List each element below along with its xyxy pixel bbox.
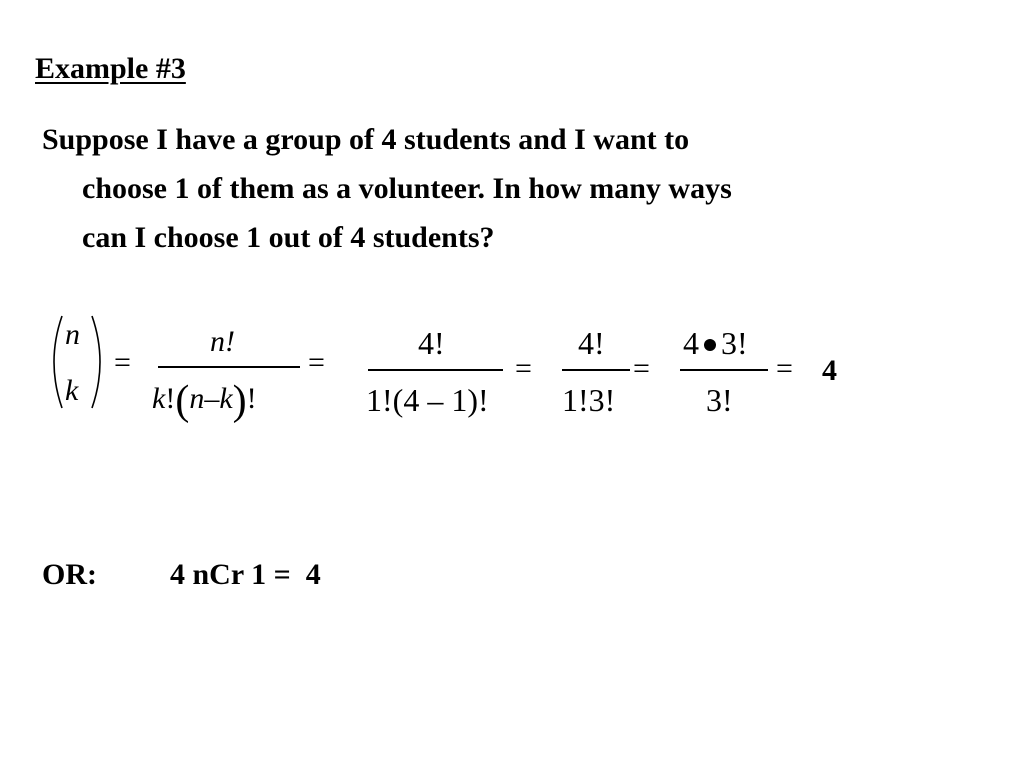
den-n: n bbox=[189, 382, 205, 415]
den-open-paren: ( bbox=[175, 378, 190, 424]
equals-sign-4: = bbox=[633, 352, 650, 385]
binomial-bottom: k bbox=[65, 374, 79, 407]
equals-sign-1: = bbox=[114, 346, 131, 379]
step1-denominator: 1!(4 – 1)! bbox=[366, 382, 489, 418]
step3-numerator bbox=[683, 325, 748, 362]
problem-line-1: Suppose I have a group of 4 students and I want to bbox=[42, 123, 690, 156]
step3-num-4: 4 bbox=[683, 325, 699, 361]
general-denominator bbox=[152, 377, 257, 425]
den-k: k bbox=[152, 382, 166, 415]
step3-num-3fact: 3! bbox=[721, 325, 748, 361]
slide-title: Example #3 bbox=[35, 52, 186, 85]
step2-fraction-bar bbox=[562, 369, 630, 371]
step2-numerator: 4! bbox=[578, 325, 605, 361]
equals-sign-3: = bbox=[515, 352, 532, 385]
problem-line-3: can I choose 1 out of 4 students? bbox=[82, 221, 495, 254]
den-minus: – bbox=[204, 382, 220, 415]
equals-sign-2: = bbox=[308, 346, 325, 379]
step1-fraction-bar bbox=[368, 369, 503, 371]
equals-sign-5: = bbox=[776, 352, 793, 385]
den-bang-1: ! bbox=[165, 382, 176, 415]
multiplication-dot-icon bbox=[704, 339, 716, 351]
step1-numerator: 4! bbox=[418, 325, 445, 361]
ncr-expression: 4 nCr 1 = 4 bbox=[170, 558, 321, 591]
general-fraction-bar bbox=[158, 366, 300, 368]
den-k-2: k bbox=[219, 382, 233, 415]
den-bang-2: ! bbox=[246, 382, 257, 415]
formula-result: 4 bbox=[822, 354, 837, 387]
step3-denominator: 3! bbox=[706, 382, 733, 418]
step3-fraction-bar bbox=[680, 369, 768, 371]
problem-line-2: choose 1 of them as a volunteer. In how many ways bbox=[82, 172, 732, 205]
den-close-paren: ) bbox=[232, 378, 247, 424]
binomial-top: n bbox=[65, 318, 80, 351]
or-label: OR: bbox=[42, 558, 97, 591]
general-numerator bbox=[210, 325, 235, 359]
general-num-text: n! bbox=[210, 325, 235, 358]
step2-denominator: 1!3! bbox=[562, 382, 616, 418]
